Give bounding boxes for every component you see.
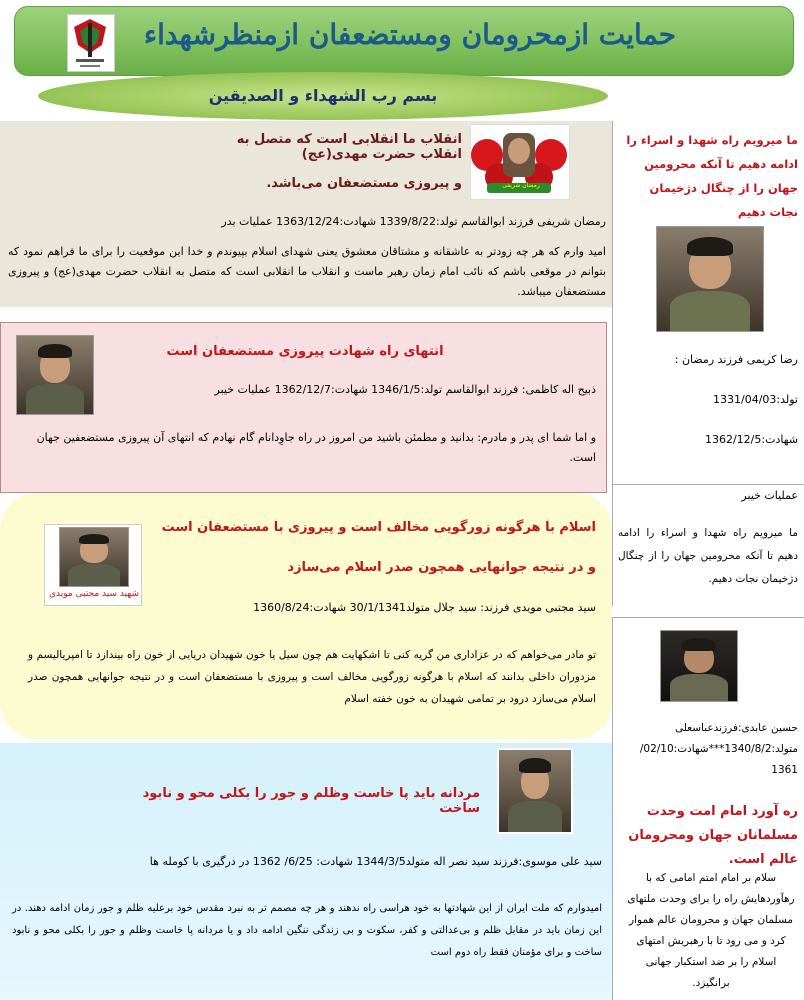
portrait-abedi (660, 630, 738, 702)
side1-birth: تولد:1331/04/03 (713, 393, 798, 406)
panel1-info: رمضان شریفی فرزند ابوالقاسم تولد:1339/8/22 شهادت:1363/12/24 عملیات بدر (221, 215, 606, 228)
subtitle: بسم رب الشهداء و الصدیقین (208, 86, 438, 105)
photo-caption: شهید سید مجتبی مویدی (49, 589, 139, 599)
side3-info: حسین عابدی:فرزندعباسعلی متولد:1340/8/2***شهادت:02/10/ 1361 (639, 722, 798, 776)
portrait-moayedi (59, 527, 129, 587)
side2-operation: عملیات خیبر (741, 489, 798, 502)
panel4-info: سید علی موسوی:فرزند سید نصر اله متولد1344/3/5 شهادت: 6/25/ 1362 در درگیری با کومله ها (149, 855, 602, 868)
portrait-mousavi (497, 748, 573, 834)
panel1-body: امید وارم که هر چه زودتر به عاشقانه و مشتاقان معشوق یعنی شهدای اسلام بپیوندم و خدا این موقعیت را برای ما فراهم نمود که بتوانم در موقعی باشم که نائب امام زمان رهبر ماست و انقلاب ما انقلابی است که متصل به انقلاب حضرت مهدی(عج) و پیروزی مستضعفان میباشد. (8, 245, 606, 298)
panel1-headline-line2: و پیروزی مستضعفان می‌باشد. (266, 176, 462, 191)
photo-frame-roses (470, 124, 570, 200)
side1-death: شهادت:1362/12/5 (704, 433, 798, 446)
portrait-karimi (656, 226, 764, 332)
panel4-headline: مردانه باید پا خاست وظلم و جور را بکلی محو و نابود ساخت (142, 786, 480, 816)
page-title: حمایت ازمحرومان ومستضعفان ازمنظرشهداء (143, 18, 677, 51)
panel3-info: سید مجتبی مویدی فرزند: سید جلال متولد30/1/1341 شهادت:1360/8/24 (253, 601, 596, 614)
panel1-headline-line1: انقلاب ما انقلابی است که متصل به انقلاب حضرت مهدی(عج) (236, 132, 462, 162)
panel2-body: و اما شما ای پدر و مادرم: بدانید و مطمئن باشید من امروز در راه جاوِدانام گام نهادم که انتهای آن پیروزی مستضعفین جهان است. (36, 431, 596, 464)
panel2-info: ذبیح اله کاظمی: فرزند ابوالقاسم تولد:1346/1/5 شهادت:1362/12/7 عملیات خیبر (214, 383, 596, 396)
photo-caption: رمضان شریفی (502, 182, 540, 189)
side2-body: ما میرویم راه شهدا و اسراء را ادامه دهیم تا آنکه محرومین جهان را از چنگال دژخیمان نجات دهیم. (618, 527, 798, 585)
panel2-headline: انتهای راه شهادت پیروزی مستضعفان است (166, 344, 444, 359)
logo (67, 14, 115, 72)
portrait-moayedi-frame (44, 524, 142, 606)
roses-icon (469, 125, 569, 201)
side3-body: سلام بر امام امتم امامی که با رهآوردهایش راه را برای وحدت ملتهای مسلمان جهان و محرومان عالم هموار کرد و می رود تا با رهبریش امتهای اسلام را بر ضد استکبار جهانی برانگیزد. (627, 872, 795, 989)
portrait-kazemi (16, 335, 94, 415)
side1-headline: ما میرویم راه شهدا و اسراء را ادامه دهیم تا آنکه محرومین جهان را از چنگال دژخیمان نجات دهیم (626, 133, 798, 219)
panel4-body: امیدوارم که ملت ایران از این شهادتها به خود هراسی راه ندهند و هر چه مصمم تر به نبرد مقدس خود برعلیه ظلم و جور زمان ادامه دهند. در این زمان باید در مقابل ظلم و بی‌عدالتی و کفر، سکوت و بی زندگی ننگین ادامه داد و یا مردانه پا خاست وظلم و جور را بکلی محو و نابود ساخت و برای مؤمنان فقط راه دوم است (12, 903, 602, 958)
emblem-icon (66, 15, 114, 73)
side1-name: رضا کریمی فرزند رمضان : (674, 353, 798, 366)
panel3-body: تو مادر می‌خواهم که در عزاداری من گریه کنی تا اشکهایت هم چون سیل یا خون شهیدان دریایی از خون راه بیندازد تا امپریالیسم و مزدوران داخلی بدانند که اسلام با هرگونه زورگویی مخالف است و پیروزی با مستضعفان است و در نتیجه جوانهایی همچون صدر اسلام می‌سازد درود بر تمامی شهیدان به خون خفته اسلام (28, 649, 596, 705)
panel3-headline-line1: اسلام با هرگونه زورگویی مخالف است و پیروزی با مستضعفان است (161, 520, 596, 535)
panel3-headline-line2: و در نتیجه جوانهایی همچون صدر اسلام می‌سازد (287, 560, 596, 575)
side3-headline: ره آورد امام امت وحدت مسلمانان جهان ومحرومان عالم است. (628, 804, 798, 867)
